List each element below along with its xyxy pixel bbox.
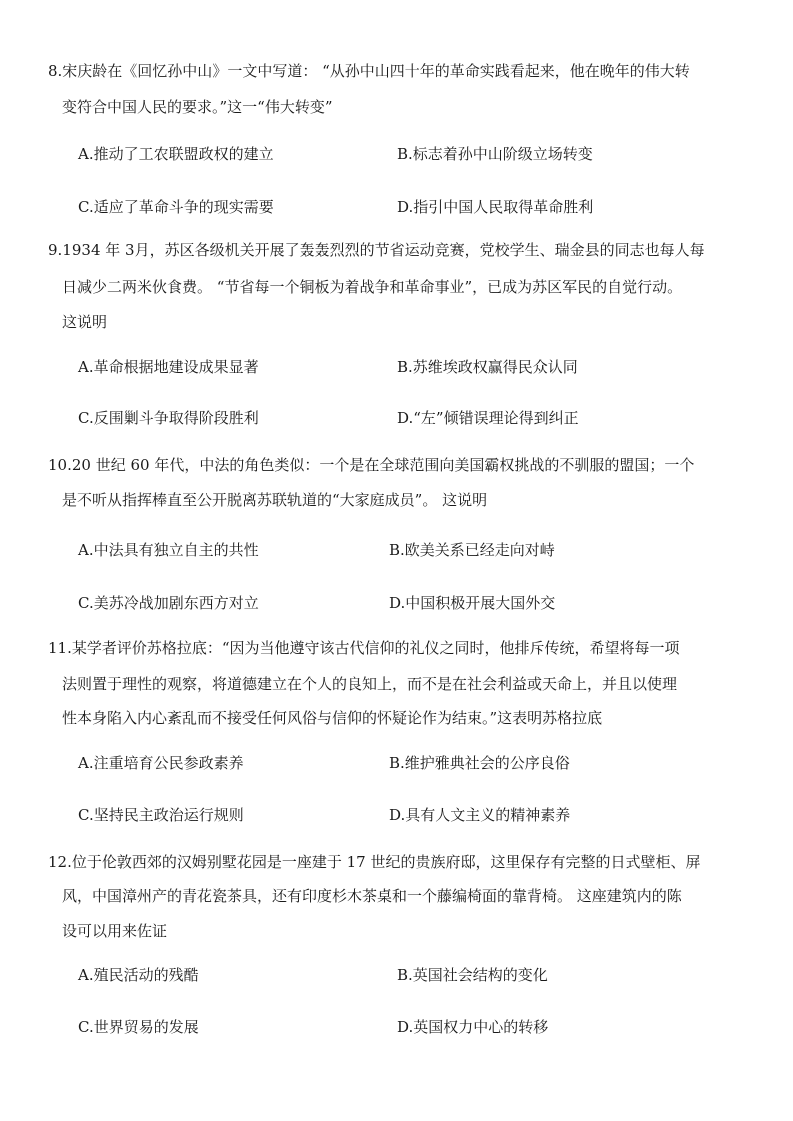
question-stem-line: 变符合中国人民的要求。”这一“伟大转变” <box>62 98 333 116</box>
option-b: B.标志着孙中山阶级立场转变 <box>397 145 593 163</box>
option-d: D.具有人文主义的精神素养 <box>389 806 571 824</box>
option-a: A.革命根据地建设成果显著 <box>78 358 259 376</box>
option-a: A.推动了工农联盟政权的建立 <box>78 145 274 163</box>
option-c: C.适应了革命斗争的现实需要 <box>78 198 274 216</box>
option-b: B.英国社会结构的变化 <box>397 966 548 984</box>
option-b: B.维护雅典社会的公序良俗 <box>389 754 570 772</box>
option-b: B.欧美关系已经走向对峙 <box>389 541 555 559</box>
question-stem-line: 9.1934 年 3月，苏区各级机关开展了轰轰烈烈的节省运动竞赛，党校学生、瑞金县的同志也每人每 <box>48 241 705 259</box>
question-stem-line: 是不听从指挥棒直至公开脱离苏联轨道的“大家庭成员”。 这说明 <box>62 491 488 509</box>
option-a: A.殖民活动的残酷 <box>78 966 199 984</box>
question-stem-line: 8.宋庆龄在《回忆孙中山》一文中写道： “从孙中山四十年的革命实践看起来，他在晚年的伟大转 <box>48 62 690 80</box>
option-c: C.世界贸易的发展 <box>78 1018 199 1036</box>
question-stem-line: 这说明 <box>62 313 108 331</box>
option-c: C.坚持民主政治运行规则 <box>78 806 244 824</box>
option-d: D.指引中国人民取得革命胜利 <box>397 198 594 216</box>
option-d: D.中国积极开展大国外交 <box>389 594 556 612</box>
question-stem-line: 日减少二两米伙食费。 “节省每一个铜板为着战争和革命事业”，已成为苏区军民的自觉行动。 <box>62 278 683 296</box>
option-b: B.苏维埃政权赢得民众认同 <box>397 358 578 376</box>
question-stem-line: 11.某学者评价苏格拉底：“因为当他遵守该古代信仰的礼仪之同时，他排斥传统，希望将每一项 <box>48 639 680 657</box>
option-a: A.注重培育公民参政素养 <box>78 754 244 772</box>
option-d: D.英国权力中心的转移 <box>397 1018 549 1036</box>
question-stem-line: 风，中国漳州产的青花瓷茶具，还有印度杉木茶桌和一个藤编椅面的靠背椅。 这座建筑内的陈 <box>62 887 682 905</box>
question-stem-line: 12.位于伦敦西郊的汉姆别墅花园是一座建于 17 世纪的贵族府邸，这里保存有完整的日式壁柜、屏 <box>48 853 701 871</box>
option-d: D.“左”倾错误理论得到纠正 <box>397 409 579 427</box>
option-c: C.反围剿斗争取得阶段胜利 <box>78 409 259 427</box>
option-a: A.中法具有独立自主的共性 <box>78 541 259 559</box>
question-stem-line: 法则置于理性的观察，将道德建立在个人的良知上，而不是在社会利益或天命上，并且以使理 <box>62 675 678 693</box>
question-stem-line: 性本身陷入内心紊乱而不接受任何风俗与信仰的怀疑论作为结束。”这表明苏格拉底 <box>62 709 603 727</box>
question-stem-line: 设可以用来佐证 <box>62 922 168 940</box>
question-stem-line: 10.20 世纪 60 年代，中法的角色类似：一个是在全球范围向美国霸权挑战的不驯服的盟国；一个 <box>48 456 695 474</box>
option-c: C.美苏冷战加剧东西方对立 <box>78 594 259 612</box>
